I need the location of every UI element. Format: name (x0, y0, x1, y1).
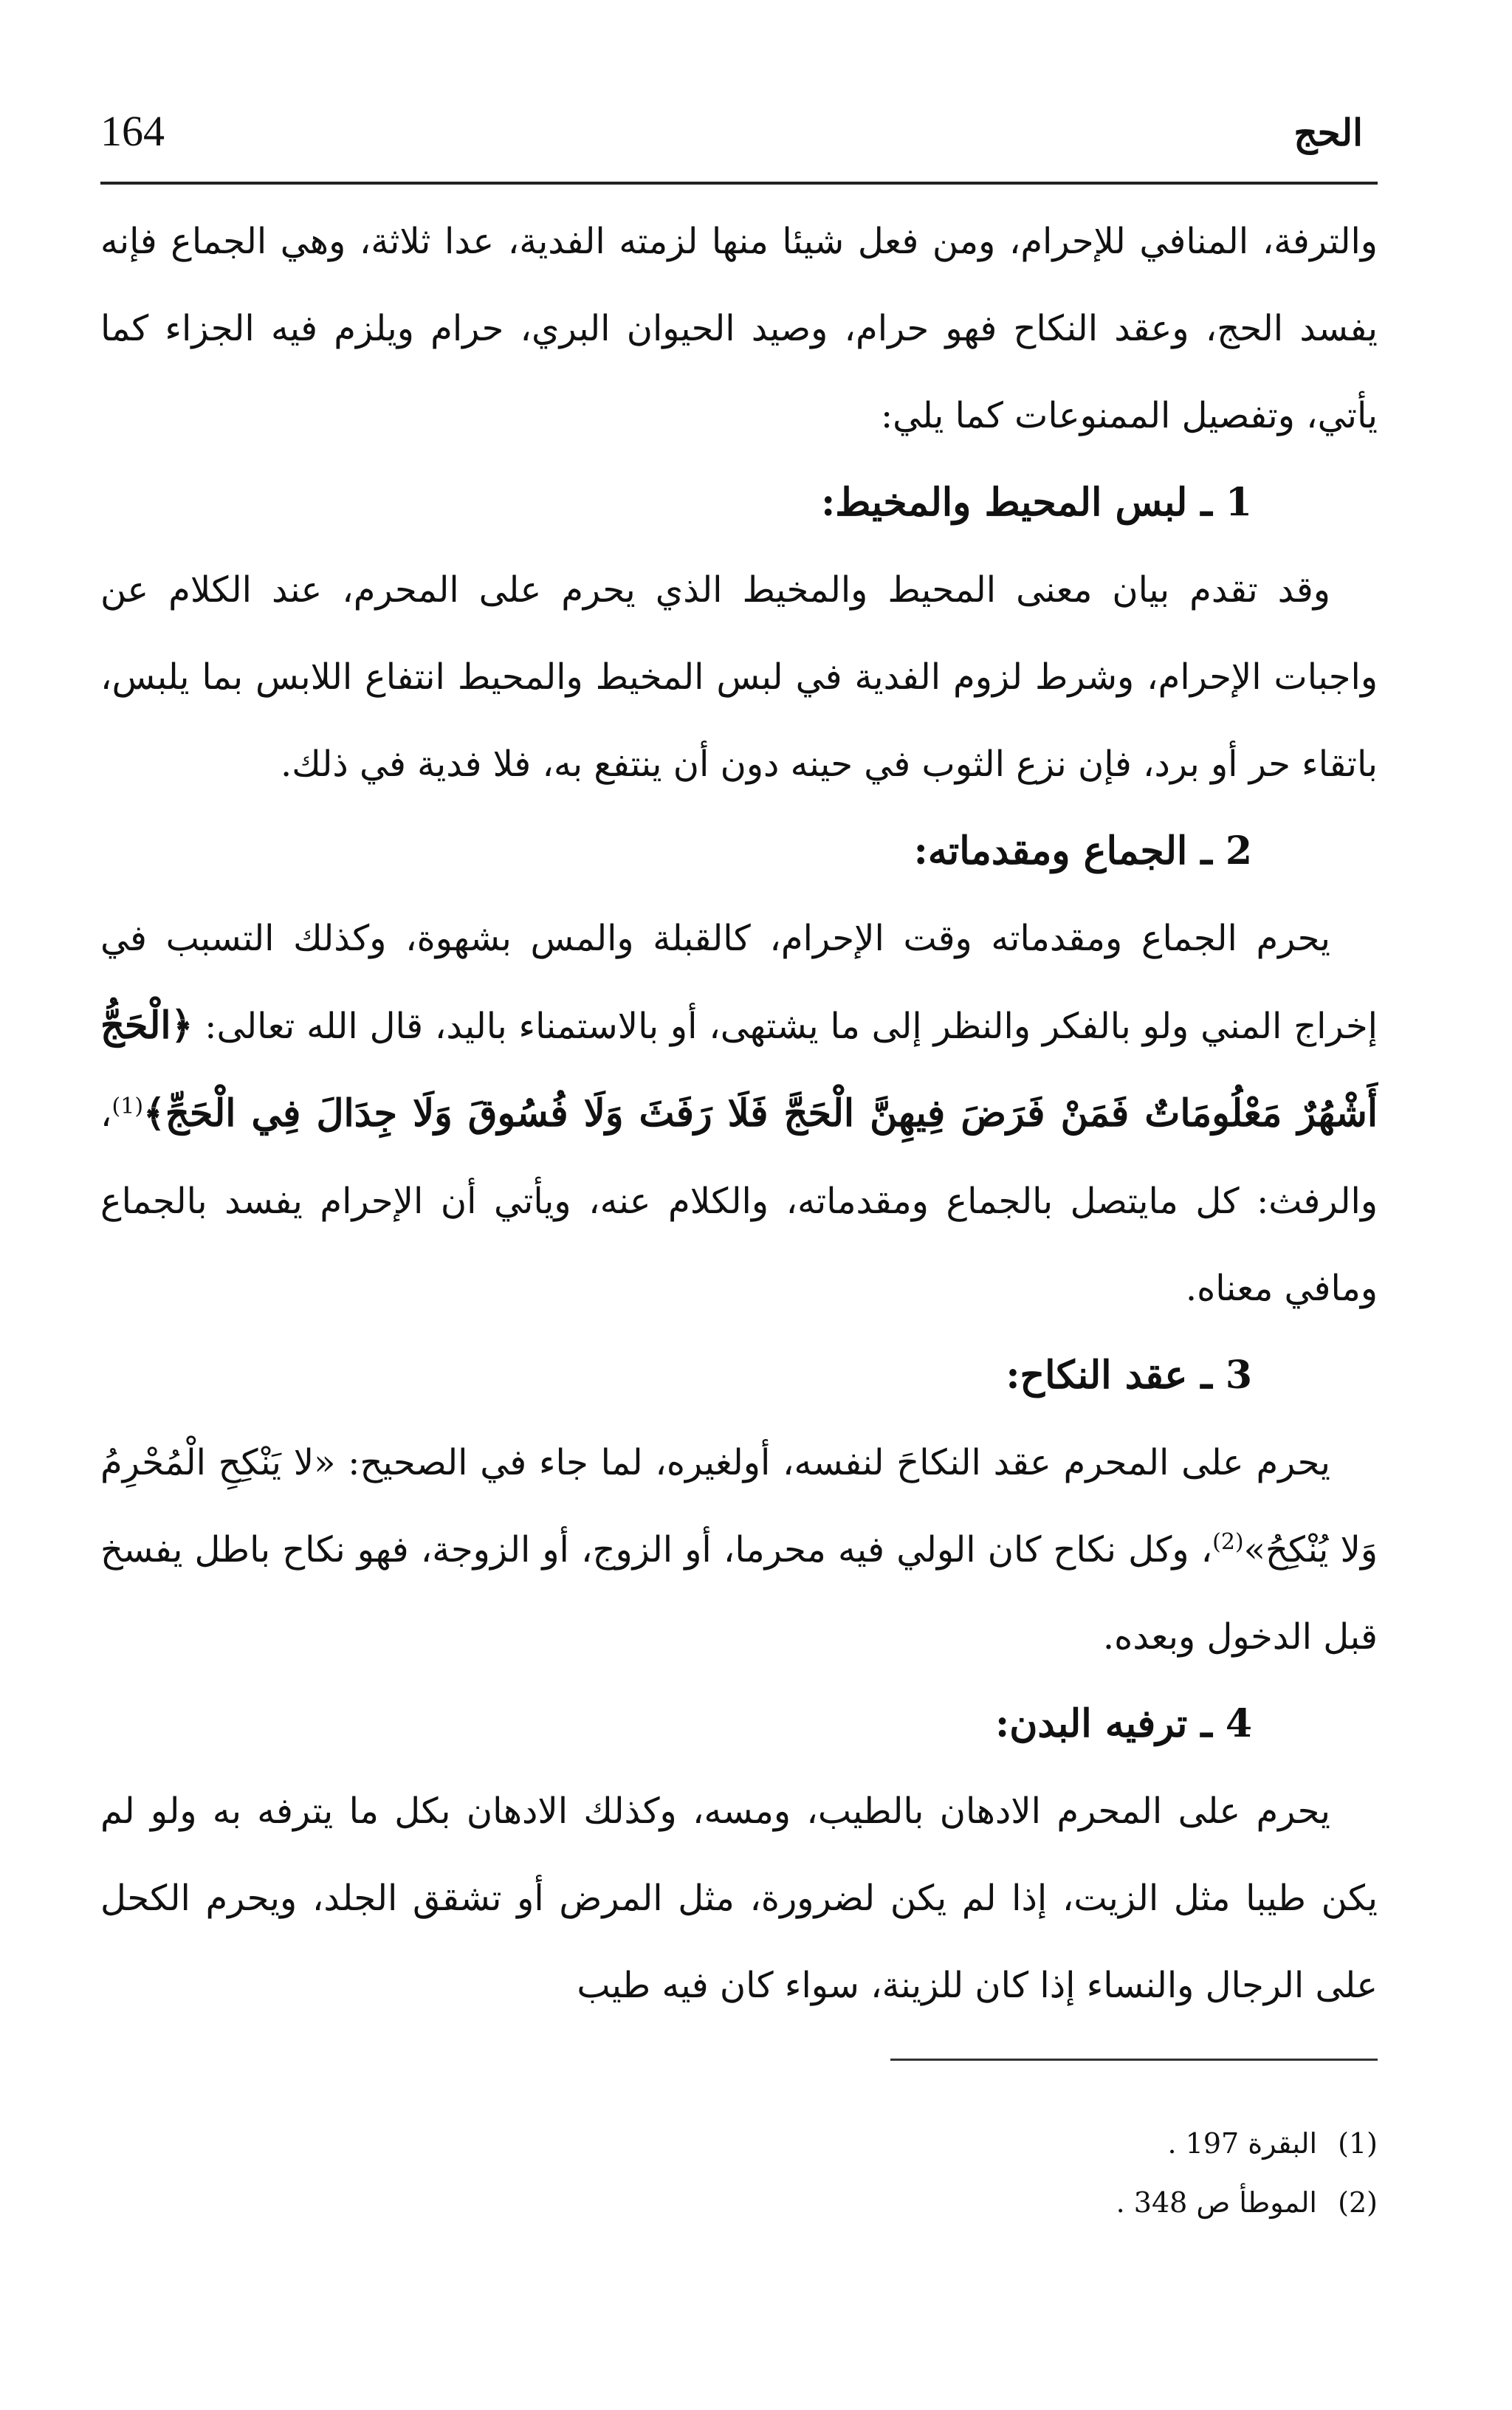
footnote-1-text: البقرة 197 . (1167, 2127, 1317, 2160)
footnote-2-number: (2) (1338, 2186, 1378, 2219)
section-3-text-before: يحرم على المحرم عقد النكاحَ لنفسه، أولغيره، لما جاء في الصحيح: «لا يَنْكِحِ الْمُحْرِمُ وَلا يُنْكِحُ» (100, 1442, 1378, 1570)
section-2-heading: 2 ـ الجماع ومقدماته: (913, 828, 1252, 873)
footnote-divider (890, 2059, 1378, 2061)
quran-verse: ﴿الْحَجُّ أَشْهُرٌ مَعْلُومَاتٌ فَمَنْ فَرَضَ فِيهِنَّ الْحَجَّ فَلَا رَفَثَ وَلَا فُسُوقَ وَلَا جِدَالَ فِي الْحَجِّ﴾ (100, 1003, 1378, 1136)
intro-paragraph: والترفة، المنافي للإحرام، ومن فعل شيئا منها لزمته الفدية، عدا ثلاثة، وهي الجماع فإنه يفسد الحج، وعقد النكاح فهو حرام، وصيد الحيوان البري، حرام ويلزم فيه الجزاء كما يأتي، وتفصيل الممنوعات كما يلي: (100, 221, 1378, 436)
section-4-heading: 4 ـ ترفيه البدن: (995, 1701, 1252, 1746)
footnotes (100, 2114, 1378, 2232)
section-3-text (100, 1419, 1378, 1681)
section-3-heading: 3 ـ عقد النكاح: (1006, 1353, 1252, 1398)
footnote-2-text: الموطأ ص 348 . (1116, 2186, 1317, 2219)
section-1-text: وقد تقدم بيان معنى المحيط والمخيط الذي يحرم على المحرم، عند الكلام عن واجبات الإحرام، وشرط لزوم الفدية في لبس المخيط والمحيط انتفاع اللابس بما يلبس، باتقاء حر أو برد، فإن نزع الثوب في حينه دون أن ينتفع به، فلا فدية في ذلك. (100, 569, 1378, 785)
footnote-1-number: (1) (1338, 2127, 1378, 2160)
book-page (100, 96, 1378, 2355)
page-header (100, 96, 1378, 185)
section-4-text: يحرم على المحرم الادهان بالطيب، ومسه، وكذلك الادهان بكل ما يترفه به ولو لم يكن طيبا مثل الزيت، إذا لم يكن لضرورة، مثل المرض أو تشقق الجلد، ويحرم الكحل على الرجال والنساء إذا كان للزينة، سواء كان فيه طيب (100, 1791, 1378, 2006)
section-2-text (100, 895, 1378, 1332)
running-title: الحج (1293, 111, 1363, 154)
section-3-text-after: ، وكل نكاح كان الولي فيه محرما، أو الزوج، أو الزوجة، فهو نكاح باطل يفسخ قبل الدخول وبعده. (100, 1529, 1378, 1658)
footnote-ref-2[interactable]: (2) (1212, 1529, 1244, 1555)
section-1-heading: 1 ـ لبس المحيط والمخيط: (821, 480, 1252, 525)
page-number: 164 (100, 107, 165, 155)
footnote-2 (100, 2173, 1378, 2232)
section-2-text-before: يحرم الجماع ومقدماته وقت الإحرام، كالقبلة والمس بشهوة، وكذلك التسبب في إخراج المني ولو بالفكر والنظر إلى ما يشتهى، أو بالاستمناء باليد، قال الله تعالى: (100, 918, 1378, 1047)
page-content (100, 185, 1378, 2232)
section-2-text-after: ، والرفث: كل مايتصل بالجماع ومقدماته، والكلام عنه، ويأتي أن الإحرام يفسد بالجماع ومافي معناه. (100, 1094, 1378, 1309)
footnote-ref-1[interactable]: (1) (111, 1094, 144, 1119)
footnote-1 (100, 2114, 1378, 2173)
